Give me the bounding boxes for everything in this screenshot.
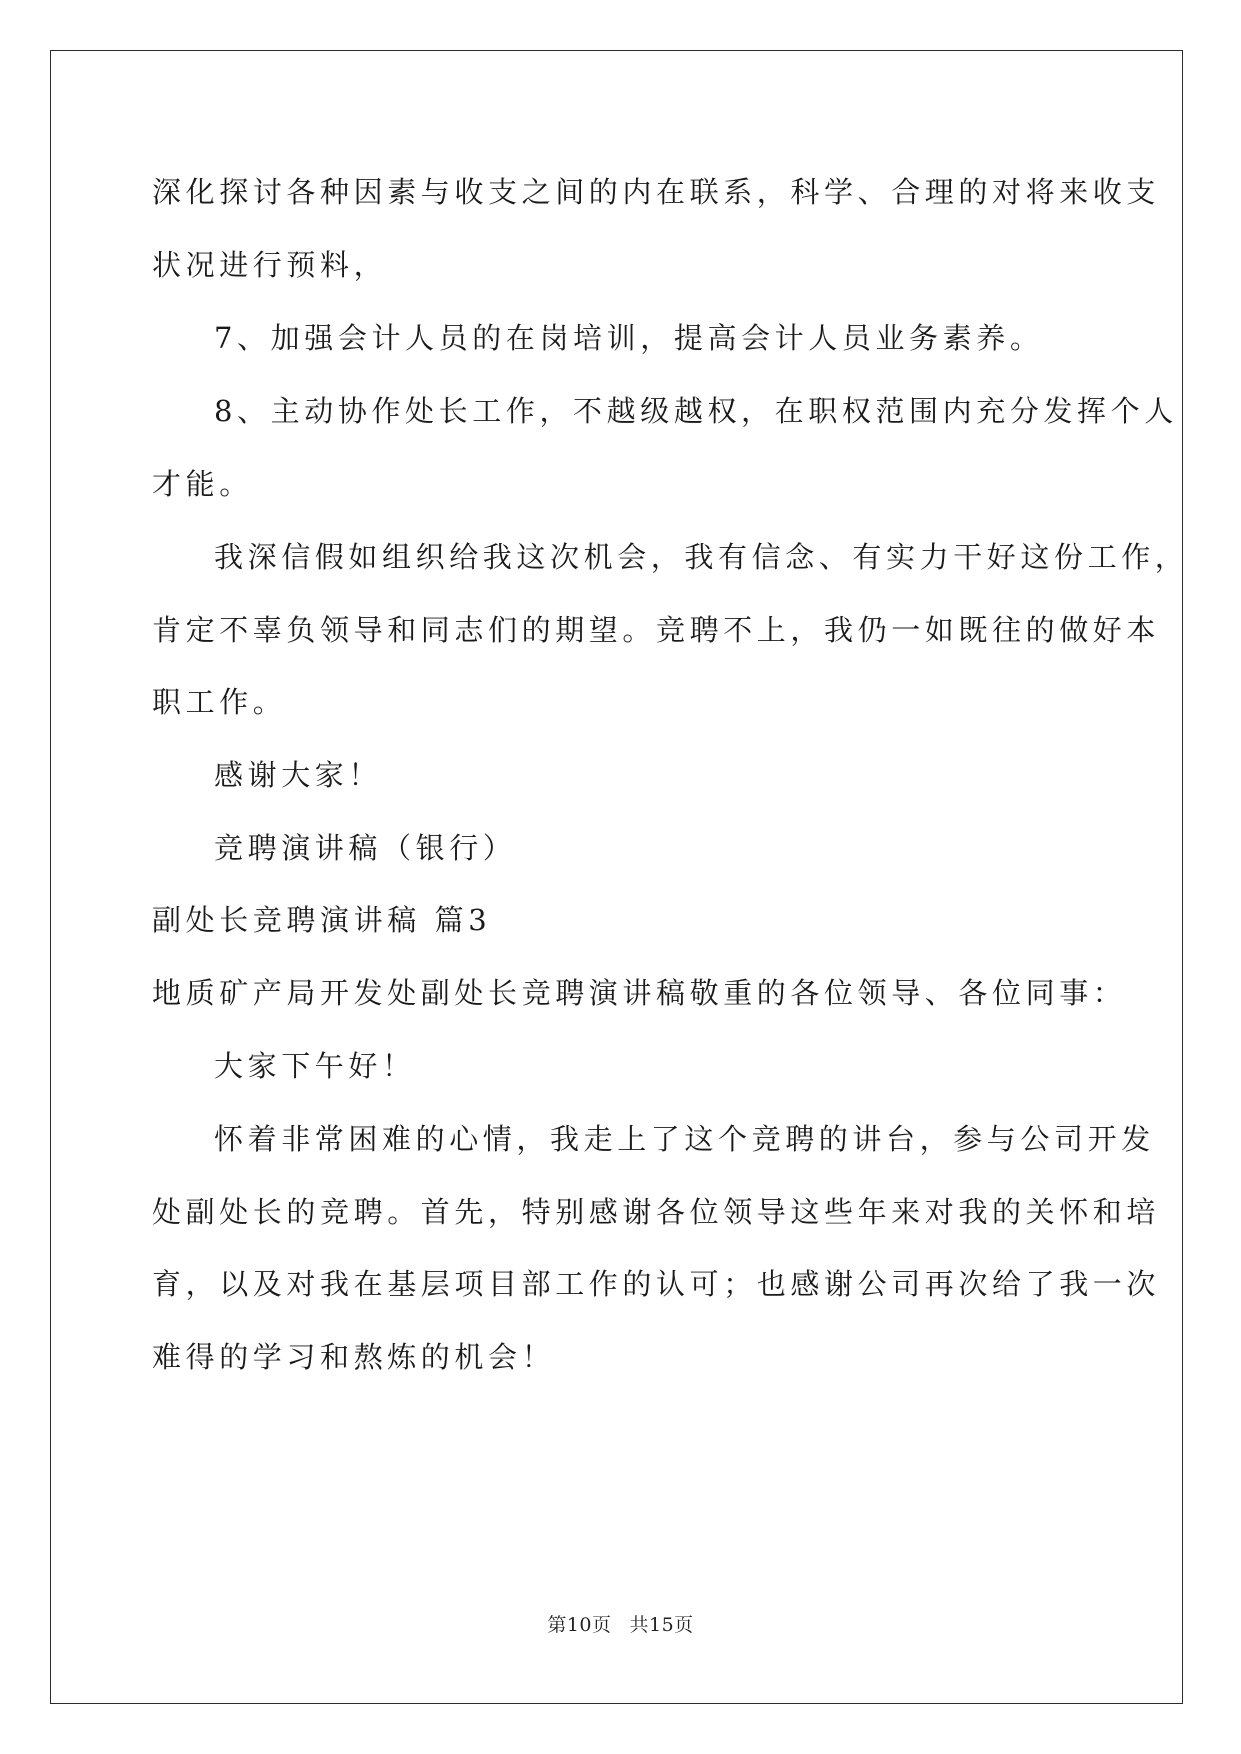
text-line: 怀着非常困难的心情，我走上了这个竞聘的讲台，参与公司开发 [214, 1122, 1155, 1156]
text-line: 7、加强会计人员的在岗培训，提高会计人员业务素养。 [214, 321, 1044, 355]
page-border [50, 50, 1183, 1704]
text-line: 大家下午好！ [214, 1049, 416, 1083]
page-number-total: 共15页 [629, 1614, 694, 1636]
text-line: 难得的学习和熬炼的机会！ [152, 1340, 556, 1374]
text-line: 处副处长的竞聘。首先，特别感谢各位领导这些年来对我的关怀和培 [152, 1195, 1161, 1229]
text-line: 育，以及对我在基层项目部工作的认可；也感谢公司再次给了我一次 [152, 1267, 1161, 1301]
page-number-current: 第10页 [547, 1614, 612, 1636]
section-heading: 副处长竞聘演讲稿 篇3 [152, 903, 492, 937]
text-line: 才能。 [152, 467, 253, 501]
text-line: 竞聘演讲稿（银行） [214, 831, 517, 865]
text-line: 8、主动协作处长工作，不越级越权，在职权范围内充分发挥个人 [214, 394, 1178, 428]
text-line: 我深信假如组织给我这次机会，我有信念、有实力干好这份工作， [214, 540, 1189, 574]
text-line: 地质矿产局开发处副处长竞聘演讲稿敬重的各位领导、各位同事： [152, 976, 1127, 1010]
text-line: 感谢大家！ [214, 758, 383, 792]
text-line: 肯定不辜负领导和同志们的期望。竞聘不上，我仍一如既往的做好本 [152, 613, 1161, 647]
text-line: 状况进行预料， [152, 248, 388, 282]
text-line: 深化探讨各种因素与收支之间的内在联系，科学、合理的对将来收支 [152, 175, 1161, 209]
page-footer [0, 1610, 1241, 1637]
text-line: 职工作。 [152, 685, 287, 719]
